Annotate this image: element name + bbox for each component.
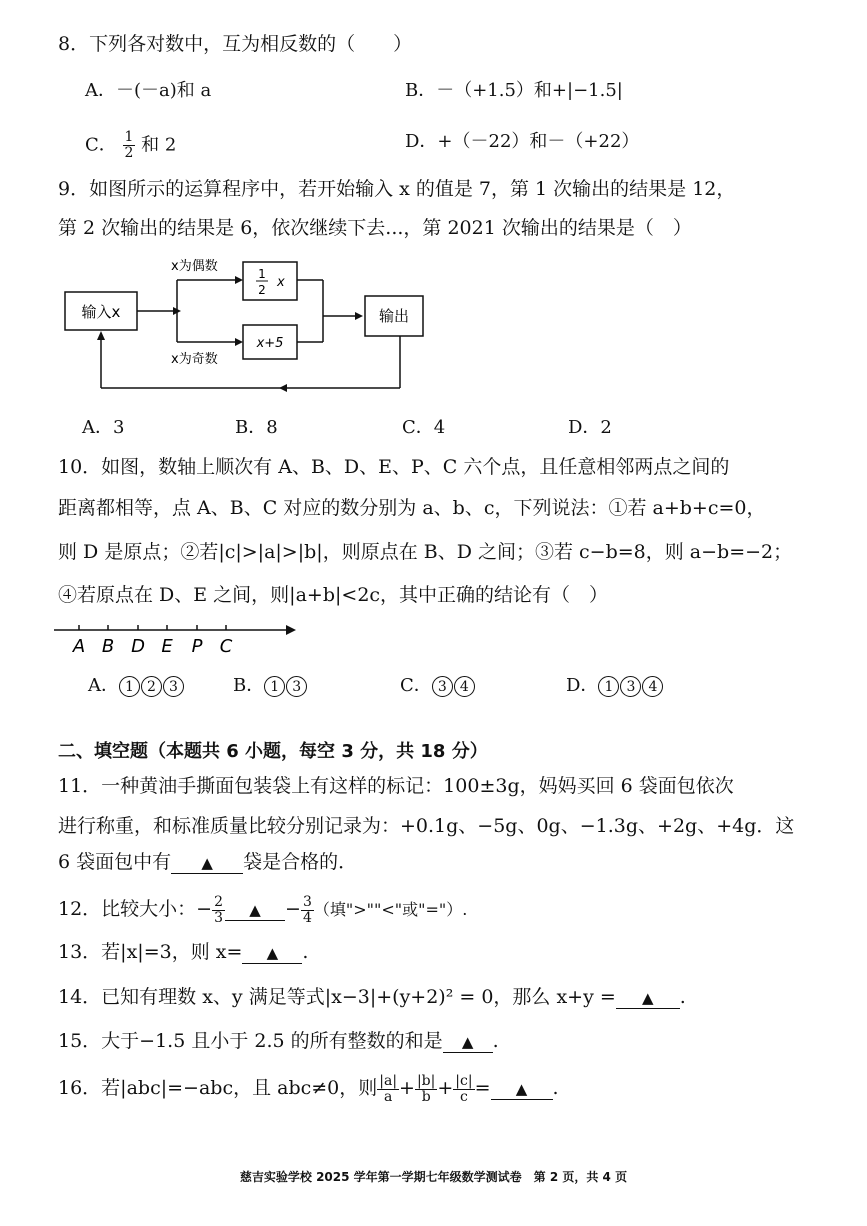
q16-line: [58, 1066, 559, 1110]
q10-option-b: [233, 674, 308, 698]
q8-option-c-text: 和 2: [141, 134, 177, 156]
q10-option-a: [88, 674, 185, 698]
q15-tail: .: [492, 1030, 499, 1052]
page-footer: 慈吉实验学校 2025 学年第一学期七年级数学测试卷 第 2 页，共 4 页: [239, 1170, 628, 1184]
answer-blank: [242, 942, 302, 964]
flow-input-label: 输入x: [81, 303, 121, 321]
q9-flowchart: [55, 250, 435, 400]
q10-option-c-label: C．: [400, 675, 432, 696]
flow-loop-up-arrowhead: [97, 331, 105, 340]
q8-option-c-fraction: $\frac{1}{2}$: [124, 129, 134, 161]
q8-option-d: D．+（－22）和－（+22）: [405, 131, 640, 152]
q9-option-a: A．3: [82, 417, 125, 438]
q14-text: 14．已知有理数 x、y 满足等式|x−3|+(y+2)² = 0，那么 x+y =: [58, 986, 616, 1008]
circled-number: 4: [454, 676, 475, 697]
q11-line-2: 进行称重，和标准质量比较分别记录为：+0.1g、−5g、0g、−1.3g、+2g、+4g．这: [58, 815, 795, 837]
circled-number: 1: [264, 676, 285, 697]
q11-line-3-text: 6 袋面包中有: [58, 851, 172, 873]
q8-option-c-label: C．: [85, 134, 117, 156]
q16-fraction-a: $\frac{|a|}{a}$: [379, 1072, 398, 1105]
triangle-icon: ▲: [642, 989, 654, 1007]
q13-tail: .: [302, 941, 309, 963]
flow-loop-arrowhead: [279, 384, 287, 392]
q8-option-a: A．－(－a)和 a: [85, 80, 212, 101]
q10-option-d-label: D．: [566, 675, 599, 696]
circled-number: 1: [598, 676, 619, 697]
circled-number: 2: [141, 676, 162, 697]
flow-half-num: 1: [258, 267, 266, 281]
flow-arrowhead-upper: [235, 276, 243, 284]
answer-blank: [171, 852, 243, 874]
point-label-a: A: [72, 636, 86, 657]
q11-line-3: [58, 850, 357, 874]
triangle-icon: ▲: [461, 1033, 474, 1051]
q12-fraction-1: $\frac{2}{3}$: [214, 893, 224, 926]
q16-plus: +: [437, 1077, 454, 1099]
q16-text: 16．若|abc|=−abc，且 abc≠0，则: [58, 1077, 378, 1099]
q10-option-c: [400, 674, 476, 698]
flow-arrowhead-lower: [235, 338, 243, 346]
circled-number: 3: [432, 676, 453, 697]
circled-number: 3: [163, 676, 184, 697]
q12-fraction-2: $\frac{3}{4}$: [302, 893, 312, 926]
flow-half-box: [243, 262, 297, 300]
q9-option-c: C．4: [402, 417, 446, 438]
q10-option-d: [566, 674, 664, 698]
flow-plus5-label: x+5: [256, 336, 284, 351]
q13-text: 13．若|x|=3，则 x=: [58, 941, 243, 963]
flow-half-var: x: [277, 275, 285, 290]
triangle-icon: ▲: [201, 854, 213, 872]
q11-line-3-tail: 袋是合格的．: [243, 851, 358, 873]
q10-option-a-label: A．: [88, 675, 119, 696]
point-label-b: B: [101, 636, 115, 657]
q8-stem: 8．下列各对数中，互为相反数的（ ）: [58, 33, 413, 55]
flow-output-label: 输出: [378, 307, 410, 325]
q8-option-c: [85, 130, 176, 161]
point-label-d: D: [131, 636, 145, 657]
flow-half-den: 2: [258, 283, 266, 297]
q14-line: [58, 985, 686, 1009]
triangle-icon: ▲: [249, 901, 261, 919]
circled-number: 3: [286, 676, 307, 697]
q16-fraction-b: $\frac{|b|}{b}$: [416, 1072, 436, 1105]
flow-odd-label: x为奇数: [171, 352, 218, 367]
q16-fraction-c: $\frac{|c|}{c}$: [455, 1072, 473, 1105]
flow-even-label: x为偶数: [171, 259, 218, 274]
q16-tail: .: [552, 1077, 559, 1099]
triangle-icon: ▲: [266, 944, 279, 962]
answer-blank: [616, 987, 680, 1009]
number-line-arrowhead: [286, 625, 296, 635]
circled-number: 4: [642, 676, 663, 697]
q13-line: [58, 940, 308, 964]
q10-line-3: 则 D 是原点；②若|c|>|a|>|b|，则原点在 B、D 之间；③若 c−b=8，则 a−b=−2；: [58, 541, 793, 563]
q9-option-d: D．2: [568, 417, 612, 438]
answer-blank: [491, 1078, 553, 1100]
q12-line: [58, 889, 467, 929]
q14-tail: .: [679, 986, 686, 1008]
point-label-c: C: [219, 636, 233, 657]
circled-number: 3: [620, 676, 641, 697]
q15-line: [58, 1029, 499, 1053]
q12-minus: −: [285, 898, 301, 920]
answer-blank: [443, 1031, 493, 1053]
q9-line-1: 9．如图所示的运算程序中，若开始输入 x 的值是 7，第 1 次输出的结果是 12，: [58, 178, 736, 200]
q16-plus: +: [399, 1077, 415, 1099]
q11-line-1: 11．一种黄油手撕面包装袋上有这样的标记：100±3g，妈妈买回 6 袋面包依次: [58, 775, 734, 797]
q10-line-1: 10．如图，数轴上顺次有 A、B、D、E、P、C 六个点，且任意相邻两点之间的: [58, 456, 730, 478]
q8-option-b: B．－（+1.5）和+|−1.5|: [405, 80, 623, 101]
q10-line-4: ④若原点在 D、E 之间，则|a+b|<2c，其中正确的结论有（ ）: [58, 584, 609, 606]
q10-line-2: 距离都相等，点 A、B、C 对应的数分别为 a、b、c，下列说法：①若 a+b+c=0，: [58, 497, 766, 519]
answer-blank: [225, 899, 285, 921]
flow-arrowhead-output: [355, 312, 363, 320]
section2-heading: 二、填空题（本题共 6 小题，每空 3 分，共 18 分）: [58, 741, 488, 762]
point-label-p: P: [191, 636, 203, 657]
q10-number-line: [52, 618, 302, 658]
q9-line-2: 第 2 次输出的结果是 6，依次继续下去...，第 2021 次输出的结果是（ ）: [58, 217, 692, 239]
circled-number: 1: [119, 676, 140, 697]
point-label-e: E: [161, 636, 173, 657]
q15-text: 15．大于−1.5 且小于 2.5 的所有整数的和是: [58, 1030, 443, 1052]
q9-option-b: B．8: [235, 417, 278, 438]
q12-text: 12．比较大小：−: [58, 898, 213, 920]
q16-equals: =: [474, 1077, 491, 1099]
q10-option-b-label: B．: [233, 675, 265, 696]
triangle-icon: ▲: [515, 1080, 528, 1098]
q12-hint: （填">""<"或"="）.: [313, 900, 468, 919]
